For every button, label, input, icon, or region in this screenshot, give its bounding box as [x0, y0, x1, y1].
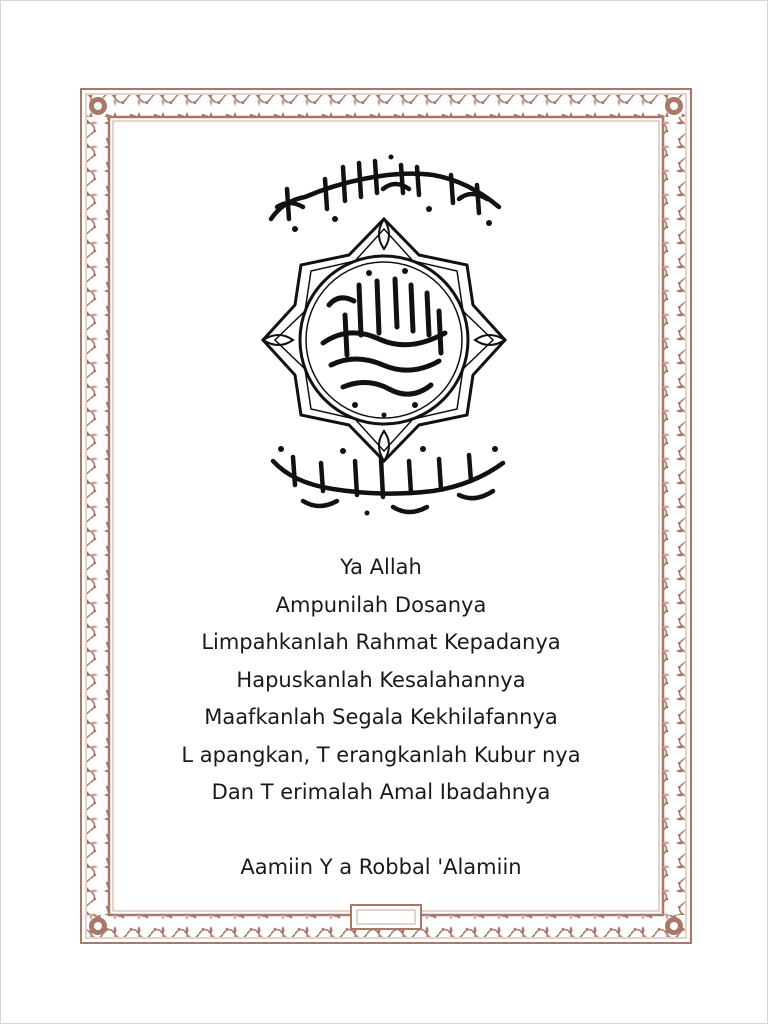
- prayer-closing-line: Aamiin Y a Robbal 'Alamiin: [240, 854, 522, 879]
- prayer-line-3: Limpahkanlah Rahmat Kepadanya: [201, 630, 561, 654]
- prayer-line-7: Dan T erimalah Amal Ibadahnya: [211, 780, 551, 804]
- prayer-line-4: Hapuskanlah Kesalahannya: [236, 667, 526, 692]
- prayer-line-1: Ya Allah: [340, 555, 422, 579]
- arabic-calligraphy-bottom-icon: [263, 431, 513, 521]
- prayer-text-block: [111, 549, 651, 886]
- prayer-line-5: Maafkanlah Segala Kekhilafannya: [204, 705, 558, 729]
- prayer-line-2: Ampunilah Dosanya: [275, 592, 487, 617]
- prayer-line-6: L apangkan, T erangkanlah Kubur nya: [181, 742, 581, 767]
- arabic-calligraphy-medallion-icon: [259, 215, 509, 465]
